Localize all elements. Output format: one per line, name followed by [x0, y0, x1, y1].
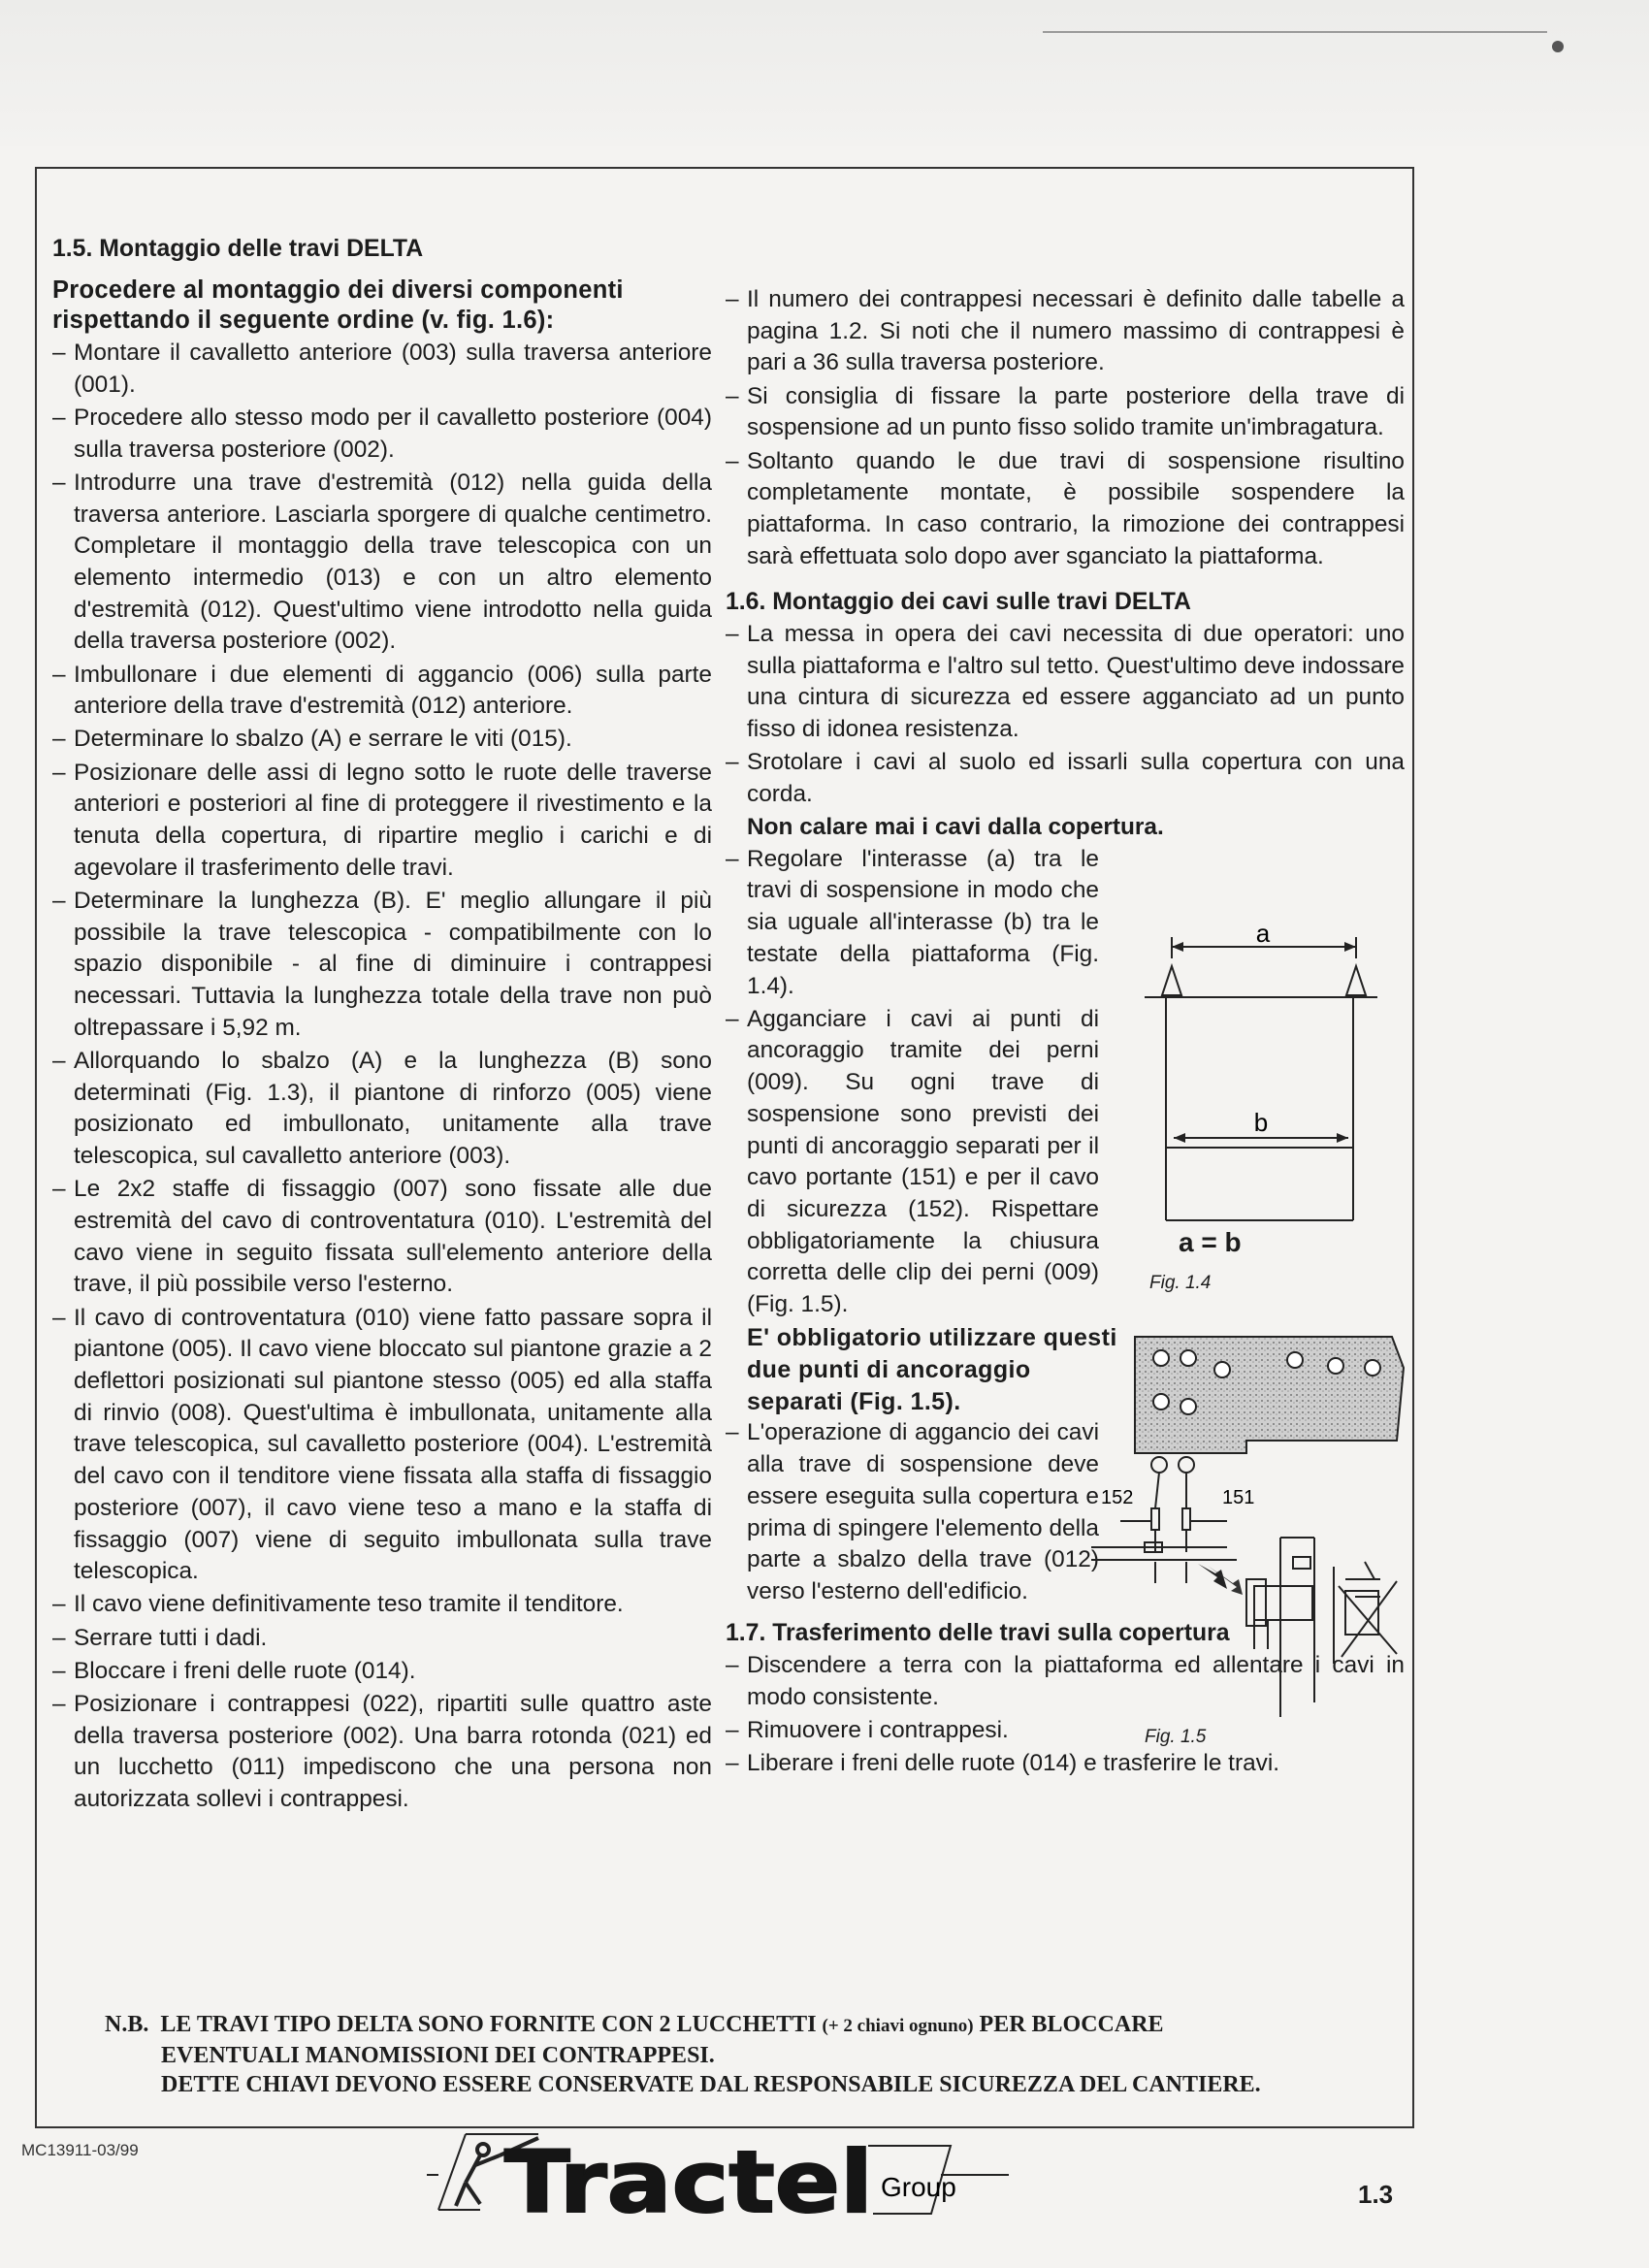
list-item: – Agganciare i cavi ai punti di ancoraggio tramite dei perni (009). Su ogni trave di sospensione sono previsti dei punti di ancoraggio separati per il cavo portante (151) e per il cavo di sicurezza (152). Rispettare obbligatoriamente la chiusura corretta delle clip dei perni (009) (Fig. 1.5).	[726, 1004, 1099, 1321]
scan-background	[0, 0, 1649, 146]
nb-line3: DETTE CHIAVI DEVONO ESSERE CONSERVATE DAL RESPONSABILE SICUREZZA DEL CANTIERE.	[161, 2072, 1261, 2097]
list-item: – Posizionare i contrappesi (022), ripartiti sulle quattro aste della traversa posteriore (002). Una barra rotonda (021) ed un lucchetto (011) impediscono che una persona non autorizzata sollevi i contrappesi.	[52, 1689, 712, 1816]
right-item-list-1-6	[726, 619, 1405, 811]
fig15-label-152: 152	[1101, 1487, 1134, 1508]
list-item: – Allorquando lo sbalzo (A) e la lunghezza (B) sono determinati (Fig. 1.3), il piantone di rinforzo (005) viene posizionato ed imbullonato, unitamente alla trave telescopica, sul cavalletto anteriore (003).	[52, 1046, 712, 1173]
nb-note	[105, 2010, 1395, 2099]
list-item: – Imbullonare i due elementi di aggancio (006) sulla parte anteriore della trave d'estremità (012) anteriore.	[52, 660, 712, 723]
list-item: – Regolare l'interasse (a) tra le travi di sospensione in modo che sia uguale all'interasse (b) tra le testate della piattaforma (Fig. 1.4).	[726, 844, 1099, 1003]
section-heading-1-7: 1.7. Trasferimento delle travi sulla copertura	[726, 1620, 1230, 1647]
figure-1-4	[1116, 920, 1377, 1225]
nb-line2: EVENTUALI MANOMISSIONI DEI CONTRAPPESI.	[161, 2043, 715, 2068]
list-item: – Liberare i freni delle ruote (014) e trasferire le travi.	[726, 1748, 1405, 1780]
warning-no-lowering: Non calare mai i cavi dalla copertura.	[747, 814, 1164, 841]
fig15-label-151: 151	[1222, 1487, 1255, 1508]
list-item: – Determinare lo sbalzo (A) e serrare le viti (015).	[52, 724, 712, 756]
tractel-logo	[427, 2126, 1009, 2233]
scan-artifact-dot	[1552, 41, 1564, 52]
list-item: – Il numero dei contrappesi necessari è definito dalle tabelle a pagina 1.2. Si noti che il numero massimo di contrappesi è pari a 36 sulla traversa posteriore.	[726, 284, 1405, 379]
list-item: – Bloccare i freni delle ruote (014).	[52, 1656, 712, 1688]
nb-prefix: N.B.	[105, 2012, 149, 2037]
list-item: – Il cavo viene definitivamente teso tramite il tenditore.	[52, 1589, 712, 1621]
fig14-equation: a = b	[1179, 1227, 1242, 1257]
nb-line1: LE TRAVI TIPO DELTA SONO FORNITE CON 2 LUCCHETTI	[160, 2012, 817, 2037]
left-item-list	[52, 338, 712, 1816]
right-item-list-top	[726, 284, 1405, 572]
figure-1-5	[1091, 1329, 1411, 1717]
list-item: – Introdurre una trave d'estremità (012) nella guida della traversa anteriore. Lasciarla sporgere di qualche centimetro. Completare il montaggio della trave telescopica con un elemento intermedio (013) e con un altro elemento d'estremità (012). Quest'ultimo viene introdotto nella guida della traversa posteriore (002).	[52, 468, 712, 658]
list-item: – Posizionare delle assi di legno sotto le ruote delle traverse anteriori e posteriori al fine di proteggere il rivestimento e la tenuta della copertura, di ripartire meglio i carichi e di agevolare il trasferimento delle travi.	[52, 758, 712, 885]
section-heading-1-5: 1.5. Montaggio delle travi DELTA	[52, 236, 424, 262]
nb-line1-end: PER BLOCCARE	[979, 2012, 1164, 2037]
list-item: – Rimuovere i contrappesi.	[726, 1715, 1405, 1747]
scan-artifact-rule	[1043, 31, 1547, 33]
list-item: – Discendere a terra con la piattaforma ed allentare i cavi in modo consistente.	[726, 1650, 1405, 1713]
list-item: – Le 2x2 staffe di fissaggio (007) sono fissate alle due estremità del cavo di controventatura (010). L'estremità del cavo viene in seguito fissata sull'elemento anteriore della trave, il più possibile verso l'esterno.	[52, 1174, 712, 1301]
logo-group: Group	[881, 2172, 956, 2202]
list-item: – Determinare la lunghezza (B). E' meglio allungare il più possibile la trave telescopica - compatibilmente con lo spazio disponibile - al fine di diminuire i contrappesi necessari. Tuttavia la lunghezza totale della trave non può oltrepassare i 5,92 m.	[52, 886, 712, 1045]
page-number: 1.3	[1358, 2180, 1394, 2209]
list-item: – Procedere allo stesso modo per il cavalletto posteriore (004) sulla traversa posteriore (002).	[52, 403, 712, 466]
list-item: – L'operazione di aggancio dei cavi alla trave di sospensione deve essere eseguita sulla copertura e prima di spingere l'elemento della parte a sbalzo della trave (012) verso l'esterno dell'edificio.	[726, 1417, 1099, 1607]
list-item: – Soltanto quando le due travi di sospensione risultino completamente montate, è possibile sospendere la piattaforma. In caso contrario, la rimozione dei contrappesi sarà effettuata solo dopo aver sganciato la piattaforma.	[726, 446, 1405, 573]
right-item-list-last	[726, 1417, 1099, 1607]
list-item: – Montare il cavalletto anteriore (003) sulla traversa anteriore (001).	[52, 338, 712, 401]
section-heading-1-6: 1.6. Montaggio dei cavi sulle travi DELTA	[726, 588, 1191, 615]
logo-text: Tractel	[504, 2132, 873, 2232]
list-item: – Srotolare i cavi al suolo ed issarli sulla copertura con una corda.	[726, 747, 1405, 810]
warning-anchor-points: E' obbligatorio utilizzare questi due punti di ancoraggio separati (Fig. 1.5).	[747, 1324, 1117, 1415]
fig14-label-a: a	[1255, 920, 1271, 948]
list-item: – Il cavo di controventatura (010) viene fatto passare sopra il piantone (005). Il cavo viene bloccato sul piantone grazie a 2 deflettori posizionati sul piantone stesso (005) ed alla staffa di rinvio (008). Quest'ultima è imbullonata, unitamente alla trave telescopica, sul cavalletto posteriore (004). L'estremità del cavo con il tenditore viene fissata alla staffa di fissaggio posteriore (007), il cavo viene teso a mano e la staffa di fissaggio (007) viene di seguito imbullonata sulla trave telescopica.	[52, 1303, 712, 1588]
document-code: MC13911-03/99	[21, 2141, 139, 2159]
right-item-list-narrow	[726, 844, 1099, 1321]
section-intro: Procedere al montaggio dei diversi componenti rispettando il seguente ordine (v. fig. 1.6):	[52, 276, 624, 334]
fig15-caption: Fig. 1.5	[1145, 1727, 1207, 1747]
list-item: – La messa in opera dei cavi necessita di due operatori: uno sulla piattaforma e l'altro sul tetto. Quest'ultimo deve indossare una cintura di sicurezza ed essere agganciato ad un punto fisso di idonea resistenza.	[726, 619, 1405, 746]
fig14-caption: Fig. 1.4	[1149, 1273, 1212, 1293]
nb-line1-small: (+ 2 chiavi ognuno)	[822, 2016, 974, 2036]
list-item: – Si consiglia di fissare la parte posteriore della trave di sospensione ad un punto fisso solido tramite un'imbragatura.	[726, 381, 1405, 444]
list-item: – Serrare tutti i dadi.	[52, 1623, 712, 1655]
fig14-label-b: b	[1253, 1108, 1269, 1137]
left-column	[52, 233, 712, 1817]
